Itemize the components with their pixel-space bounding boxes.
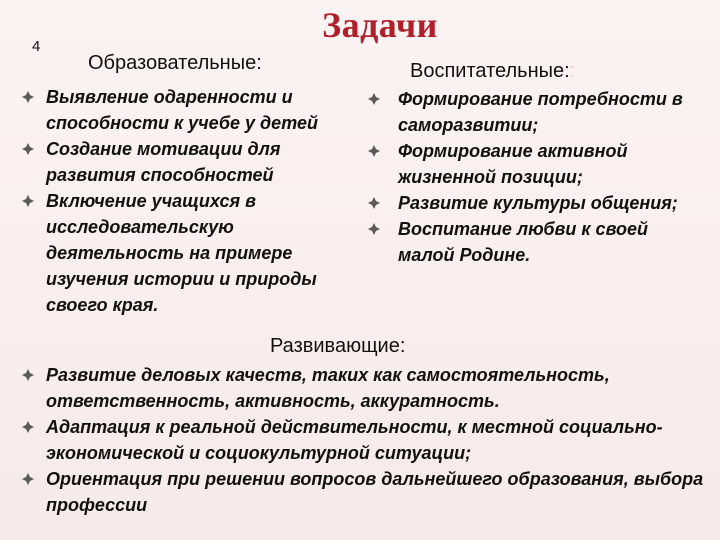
diamond-bullet-icon [368, 93, 380, 105]
list-item [368, 138, 698, 190]
list-item [368, 216, 698, 268]
list-item-text: Формирование активной жизненной позиции; [398, 141, 628, 187]
upbringing-heading-text: Воспитательные: [410, 60, 570, 82]
list-item-text: Ориентация при решении вопросов дальнейшего образования, выбора профессии [46, 469, 704, 515]
diamond-bullet-icon [368, 223, 380, 235]
list-item [22, 362, 712, 414]
developing-list [22, 362, 712, 518]
list-item [368, 86, 698, 138]
list-item [22, 84, 372, 136]
diamond-bullet-icon [22, 91, 34, 103]
diamond-bullet-icon [22, 421, 34, 433]
list-item-text: Выявление одаренности и способности к учебе у детей [46, 87, 318, 133]
educational-heading: Образовательные: [88, 52, 262, 74]
upbringing-heading-suffix: : [569, 60, 576, 82]
diamond-bullet-icon [22, 473, 34, 485]
list-item [22, 188, 372, 318]
list-item [368, 190, 698, 216]
diamond-bullet-icon [22, 369, 34, 381]
list-item-text: Развитие деловых качеств, таких как самостоятельность, ответственность, активность, аккуратность. [46, 365, 610, 411]
list-item-text: Развитие культуры общения; [398, 193, 678, 213]
list-item-text: Создание мотивации для развития способностей [46, 139, 281, 185]
list-item [22, 466, 712, 518]
developing-heading: Развивающие: [270, 335, 406, 357]
slide-title: Задачи [322, 5, 438, 45]
list-item [22, 136, 372, 188]
slide-number: 4 [32, 38, 41, 55]
upbringing-heading [410, 60, 575, 83]
list-item-text: Воспитание любви к своей малой Родине. [398, 219, 648, 265]
upbringing-list [368, 86, 698, 268]
diamond-bullet-icon [368, 145, 380, 157]
diamond-bullet-icon [22, 143, 34, 155]
diamond-bullet-icon [368, 197, 380, 209]
list-item-text: Адаптация к реальной действительности, к местной социально-экономической и социокультурной ситуации; [46, 417, 663, 463]
diamond-bullet-icon [22, 195, 34, 207]
list-item-text: Формирование потребности в саморазвитии; [398, 89, 683, 135]
list-item [22, 414, 712, 466]
educational-list [22, 84, 372, 318]
list-item-text: Включение учащихся в исследовательскую деятельность на примере изучения истории и природы своего края. [46, 191, 317, 315]
